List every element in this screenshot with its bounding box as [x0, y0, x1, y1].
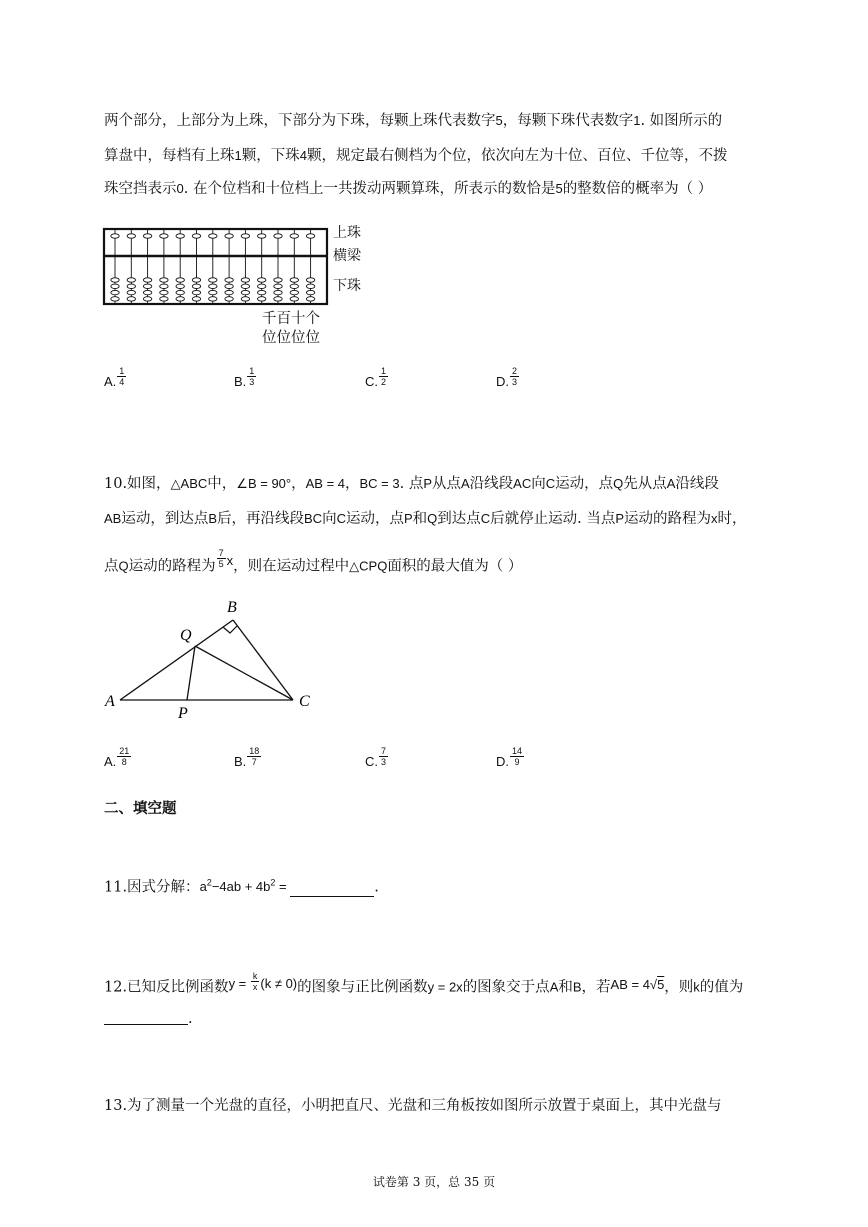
- abacus-upper-bead: [111, 234, 119, 238]
- q10-line-1: 10.如图，△ABC中，∠B = 90°，AB = 4，BC = 3. 点P从点A沿线段AC向C运动，点Q先从点A沿线段: [104, 476, 719, 492]
- segment-qc: [195, 646, 293, 700]
- abacus-figure: [100, 224, 370, 344]
- abacus-lower-bead: [176, 297, 184, 301]
- abacus-lower-bead: [111, 284, 119, 288]
- abacus-lower-bead: [160, 278, 168, 282]
- abacus-upper-bead: [225, 234, 233, 238]
- abacus-lower-bead: [192, 284, 200, 288]
- q9-option-c[interactable]: C. $\frac{1}{2}$: [365, 366, 387, 389]
- abacus-lower-bead: [192, 278, 200, 282]
- q10-line-3: 点Q运动的路程为 $\frac{7}{5}$ x，则在运动过程中△CPQ面积的最大值为（ ）: [104, 548, 523, 575]
- segment-ab: [120, 620, 233, 700]
- abacus-upper-bead: [176, 234, 184, 238]
- abacus-upper-bead: [127, 234, 135, 238]
- q12-answer-blank[interactable]: [104, 1008, 188, 1025]
- abacus-lower-bead: [241, 297, 249, 301]
- abacus-lower-bead: [192, 290, 200, 294]
- triangle-figure: [100, 595, 330, 725]
- abacus-lower-bead: [258, 284, 266, 288]
- abacus-lower-bead: [176, 284, 184, 288]
- abacus-lower-bead: [127, 278, 135, 282]
- abacus-label-top: 上珠: [333, 225, 361, 241]
- q9-option-d[interactable]: D. $\frac{2}{3}$: [496, 366, 518, 389]
- abacus-lower-bead: [306, 278, 314, 282]
- abacus-lower-bead: [290, 284, 298, 288]
- abacus-place-top: 千百十个: [262, 311, 320, 327]
- label-a: A: [105, 693, 115, 710]
- label-q: Q: [180, 627, 192, 644]
- page-footer: 试卷第 3 页，总 35 页: [372, 1175, 496, 1189]
- q12-period: .: [188, 1011, 193, 1027]
- abacus-lower-bead: [290, 297, 298, 301]
- abacus-lower-bead: [209, 297, 217, 301]
- abacus-upper-bead: [306, 234, 314, 238]
- abacus-lower-bead: [274, 278, 282, 282]
- abacus-lower-bead: [160, 290, 168, 294]
- q9-option-a[interactable]: A. $\frac{1}{4}$: [104, 366, 125, 389]
- abacus-upper-bead: [274, 234, 282, 238]
- section-heading: 二、填空题: [104, 800, 177, 817]
- abacus-lower-bead: [274, 284, 282, 288]
- abacus-lower-bead: [160, 284, 168, 288]
- right-angle-mark: [223, 626, 237, 633]
- abacus-upper-bead: [160, 234, 168, 238]
- abacus-label-beam: 横梁: [333, 248, 361, 264]
- abacus-lower-bead: [306, 284, 314, 288]
- q9-line-2: 算盘中，每档有上珠1颗，下珠4颗，规定最右侧档为个位，依次向左为十位、百位、千位等，不拨: [104, 148, 728, 164]
- abacus-lower-bead: [143, 284, 151, 288]
- abacus-lower-bead: [290, 290, 298, 294]
- abacus-lower-bead: [258, 290, 266, 294]
- abacus-lower-bead: [160, 297, 168, 301]
- abacus-upper-bead: [258, 234, 266, 238]
- q10-option-d[interactable]: D. $\frac{14}{9}$: [496, 746, 523, 769]
- label-c: C: [299, 693, 310, 710]
- abacus-lower-bead: [241, 284, 249, 288]
- label-b: B: [227, 599, 237, 616]
- abacus-lower-bead: [143, 297, 151, 301]
- q11-answer-blank[interactable]: [290, 880, 374, 897]
- q10-option-c[interactable]: C. $\frac{7}{3}$: [365, 746, 387, 769]
- abacus-lower-bead: [258, 278, 266, 282]
- abacus-lower-bead: [127, 290, 135, 294]
- abacus-lower-bead: [258, 297, 266, 301]
- abacus-lower-bead: [209, 278, 217, 282]
- abacus-place-bottom: 位位位位: [262, 330, 320, 346]
- abacus-lower-bead: [176, 290, 184, 294]
- q11-line: 11.因式分解：$a^2-4ab + 4b^2$ = .: [104, 878, 379, 896]
- abacus-lower-bead: [111, 290, 119, 294]
- abacus-lower-bead: [290, 278, 298, 282]
- segment-bc: [233, 620, 293, 700]
- abacus-lower-bead: [225, 278, 233, 282]
- q9-line-3: 珠空挡表示0. 在个位档和十位档上一共拨动两颗算珠，所表示的数恰是5的整数倍的概率为（ ）: [104, 181, 713, 197]
- abacus-lower-bead: [192, 297, 200, 301]
- abacus-upper-bead: [209, 234, 217, 238]
- abacus-upper-bead: [241, 234, 249, 238]
- abacus-upper-bead: [192, 234, 200, 238]
- abacus-lower-bead: [225, 284, 233, 288]
- abacus-lower-bead: [306, 290, 314, 294]
- q9-line-1: 两个部分，上部分为上珠，下部分为下珠，每颗上珠代表数字5，每颗下珠代表数字1. 如图所示的: [104, 113, 723, 129]
- label-p: P: [178, 705, 188, 722]
- abacus-lower-bead: [127, 297, 135, 301]
- q9-option-b[interactable]: B. $\frac{1}{3}$: [234, 366, 255, 389]
- q13-line: 13.为了测量一个光盘的直径，小明把直尺、光盘和三角板按如图所示放置于桌面上，其中光盘与: [104, 1098, 722, 1114]
- abacus-lower-bead: [306, 297, 314, 301]
- abacus-lower-bead: [127, 284, 135, 288]
- abacus-lower-bead: [176, 278, 184, 282]
- abacus-lower-bead: [111, 297, 119, 301]
- segment-qp: [187, 646, 195, 700]
- abacus-lower-bead: [274, 290, 282, 294]
- q12-line-1: 12.已知反比例函数y = $\frac{k}{x}$ (k ≠ 0)的图象与正比例函数y = 2x的图象交于点A和B，若AB = 4√5，则k的值为: [104, 971, 744, 996]
- abacus-lower-bead: [241, 290, 249, 294]
- q10-option-a[interactable]: A. $\frac{21}{8}$: [104, 746, 130, 769]
- abacus-lower-bead: [209, 284, 217, 288]
- abacus-lower-bead: [225, 297, 233, 301]
- abacus-lower-bead: [274, 297, 282, 301]
- abacus-lower-bead: [143, 278, 151, 282]
- abacus-lower-bead: [111, 278, 119, 282]
- abacus-lower-bead: [225, 290, 233, 294]
- abacus-upper-bead: [143, 234, 151, 238]
- q10-option-b[interactable]: B. $\frac{18}{7}$: [234, 746, 260, 769]
- abacus-lower-bead: [209, 290, 217, 294]
- abacus-lower-bead: [241, 278, 249, 282]
- abacus-lower-bead: [143, 290, 151, 294]
- abacus-upper-bead: [290, 234, 298, 238]
- q10-line-2: AB运动，到达点B后，再沿线段BC向C运动，点P和Q到达点C后就停止运动. 当点P运动的路程为x时，: [104, 511, 747, 527]
- abacus-label-bottom: 下珠: [333, 278, 361, 294]
